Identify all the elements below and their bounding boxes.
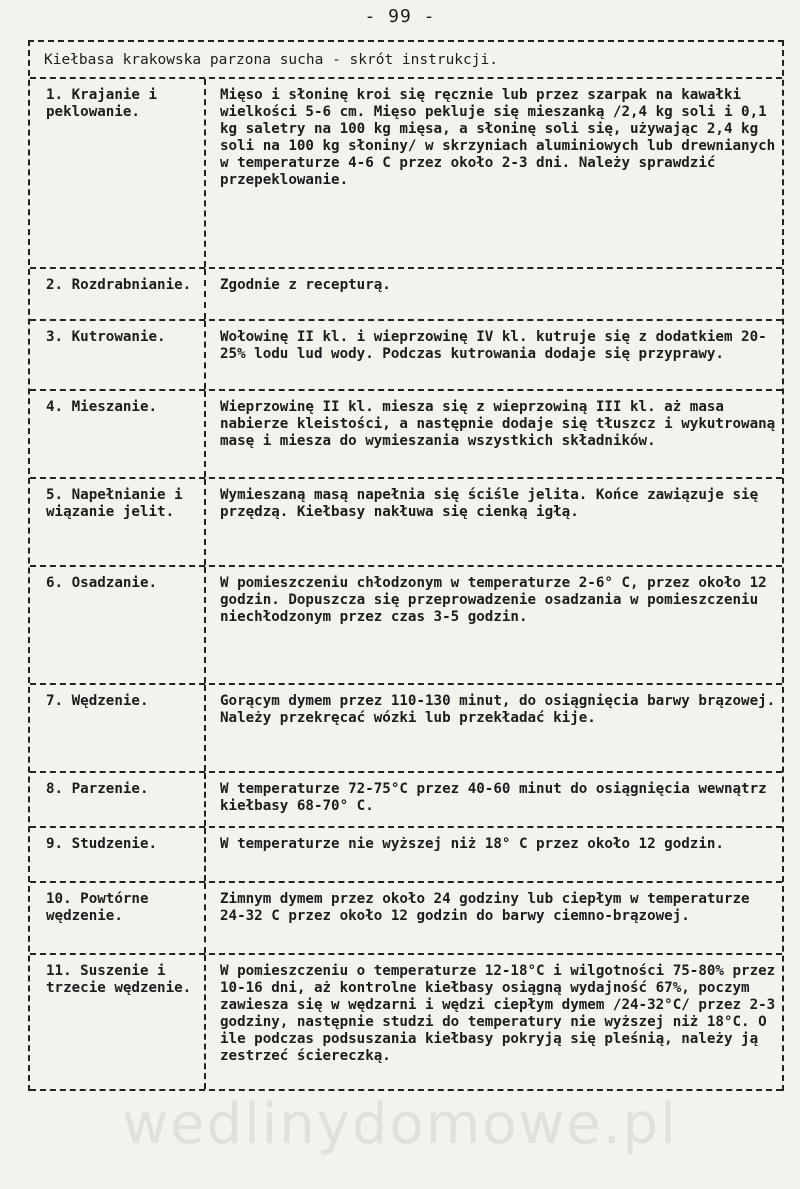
step-label: 2. Rozdrabnianie. [30, 269, 206, 319]
table-row [30, 883, 782, 955]
step-label: 4. Mieszanie. [30, 391, 206, 477]
step-label: 9. Studzenie. [30, 828, 206, 881]
instruction-table [28, 40, 784, 1091]
step-label: 11. Suszenie i trzecie wędzenie. [30, 955, 206, 1089]
step-description: Wołowinę II kl. i wieprzowinę IV kl. kutruje się z dodatkiem 20-25% lodu lud wody. Podczas kutrowania dodaje się przyprawy. [220, 329, 767, 362]
step-label: 10. Powtórne wędzenie. [30, 883, 206, 953]
table-row [30, 79, 782, 269]
table-row [30, 391, 782, 479]
step-description: W pomieszczeniu o temperaturze 12-18°C i wilgotności 75-80% przez 10-16 dni, aż kontrolne kiełbasy osiągną wydajność 67%, poczym zawiesza się w wędzarni i wędzi ciepłym dymem /24-32°C/ przez 2-3 godziny, następnie studzi do temperatury nie wyższej niż 18°C. O ile podczas podsuszania kiełbasy pokryją się pleśnią, należy ją zestrzeć ściereczką. [220, 963, 776, 1064]
step-label: 7. Wędzenie. [30, 685, 206, 771]
table-row [30, 269, 782, 321]
table-row [30, 955, 782, 1091]
step-description: W temperaturze 72-75°C przez 40-60 minut do osiągnięcia wewnątrz kiełbasy 68-70° C. [220, 781, 767, 814]
step-label: 5. Napełnianie i wiązanie jelit. [30, 479, 206, 565]
document-title: Kiełbasa krakowska parzona sucha - skrót instrukcji. [30, 42, 782, 79]
step-description: Gorącym dymem przez 110-130 minut, do osiągnięcia barwy brązowej. Należy przekręcać wózki lub przekładać kije. [220, 693, 776, 726]
step-label: 6. Osadzanie. [30, 567, 206, 683]
step-description: Wymieszaną masą napełnia się ściśle jelita. Końce zawiązuje się przędzą. Kiełbasy nakłuwa się cienką igłą. [220, 487, 759, 520]
step-description: Zimnym dymem przez około 24 godziny lub ciepłym w temperaturze 24-32 C przez około 12 godzin do barwy ciemno-brązowej. [220, 891, 750, 924]
step-label: 3. Kutrowanie. [30, 321, 206, 389]
watermark: wedlinydomowe.pl [122, 1092, 678, 1157]
page-number: - 99 - [364, 6, 436, 27]
table-row [30, 321, 782, 391]
table-row [30, 773, 782, 828]
table-row [30, 479, 782, 567]
step-label: 1. Krajanie i peklowanie. [30, 79, 206, 267]
table-row [30, 567, 782, 685]
table-row [30, 685, 782, 773]
step-description: Wieprzowinę II kl. miesza się z wieprzowiną III kl. aż masa nabierze kleistości, a następnie dodaje się tłuszcz i wykutrowaną masę i miesza do wymieszania wszystkich składników. [220, 399, 776, 449]
table-row [30, 828, 782, 883]
step-description: Zgodnie z recepturą. [220, 277, 391, 293]
step-description: Mięso i słoninę kroi się ręcznie lub przez szarpak na kawałki wielkości 5-6 cm. Mięso peklujе się mieszanką /2,4 kg soli i 0,1 kg saletry na 100 kg mięsa, a słoninę soli się, używając 2,4 kg soli na 100 kg słoniny/ w skrzyniach aluminiowych lub drewnianych w temperaturze 4-6 C przez około 2-3 dni. Należy sprawdzić przepeklowanie. [220, 87, 776, 188]
step-description: W pomieszczeniu chłodzonym w temperaturze 2-6° C, przez około 12 godzin. Dopuszcza się przeprowadzenie osadzania w pomieszczeniu niechłodzonym przez czas 3-5 godzin. [220, 575, 767, 625]
step-label: 8. Parzenie. [30, 773, 206, 826]
step-description: W temperaturze nie wyższej niż 18° C przez około 12 godzin. [220, 836, 724, 852]
